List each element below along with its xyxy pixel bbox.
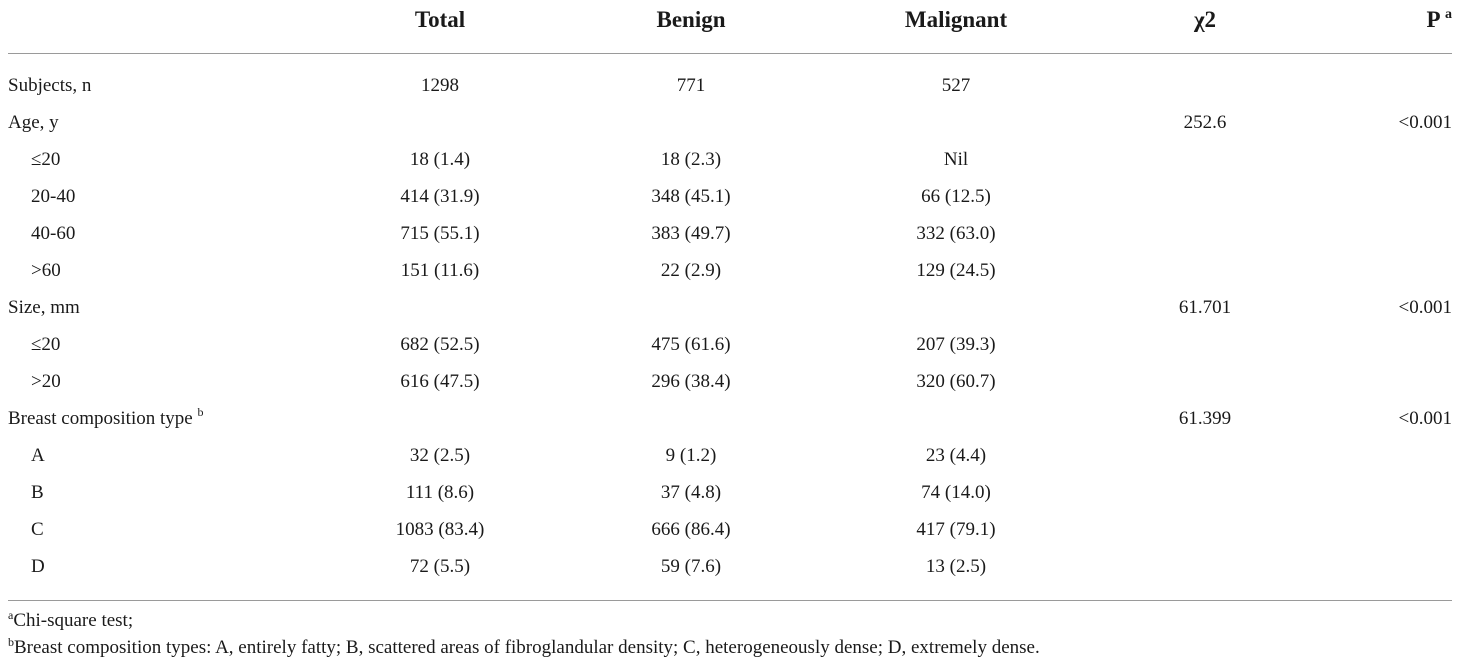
header-p-label: P (1426, 7, 1440, 32)
header-p-sup: a (1445, 7, 1452, 22)
cell-total: 1298 (421, 75, 459, 96)
row-label-text: Breast composition type (8, 408, 193, 429)
row-label-text: >60 (31, 260, 61, 281)
row-label (31, 439, 45, 473)
row-label (31, 180, 75, 214)
cell-benign: 9 (1.2) (665, 445, 717, 466)
cell-total: 414 (31.9) (400, 186, 480, 207)
header-malignant: Malignant (904, 7, 1008, 32)
row-label-text: Subjects, n (8, 75, 92, 96)
table-row (0, 106, 1460, 143)
row-label (31, 365, 61, 399)
footnote-b (8, 636, 1040, 660)
footnote-a-text: Chi-square test; (13, 610, 134, 631)
cell-malignant: Nil (943, 149, 969, 170)
cell-total: 32 (2.5) (409, 445, 471, 466)
table-row (0, 291, 1460, 328)
table-row (0, 513, 1460, 550)
cell-benign: 666 (86.4) (651, 519, 731, 540)
row-label (8, 291, 80, 325)
table-row (0, 143, 1460, 180)
table-row (0, 180, 1460, 217)
table-row (0, 476, 1460, 513)
footnote-b-text: Breast composition types: A, entirely fatty; B, scattered areas of fibroglandular density; C, heterogeneously dense; D, extremely dense. (14, 637, 1040, 658)
cell-benign: 475 (61.6) (651, 334, 731, 355)
cell-chi2: 252.6 (1183, 112, 1227, 133)
cell-benign: 18 (2.3) (660, 149, 722, 170)
table-row (0, 328, 1460, 365)
header-benign: Benign (656, 7, 726, 32)
cell-chi2: 61.701 (1178, 297, 1232, 318)
row-label (31, 513, 44, 547)
table-row (0, 439, 1460, 476)
cell-malignant: 74 (14.0) (921, 482, 991, 503)
row-label-text: ≤20 (31, 334, 61, 355)
row-label-text: >20 (31, 371, 61, 392)
cell-total: 616 (47.5) (400, 371, 480, 392)
cell-total: 715 (55.1) (400, 223, 480, 244)
row-label (8, 106, 59, 140)
row-label-text: 20-40 (31, 186, 76, 207)
cell-total: 111 (8.6) (405, 482, 475, 503)
header-total: Total (414, 7, 466, 32)
cell-malignant: 332 (63.0) (916, 223, 996, 244)
cell-benign: 22 (2.9) (660, 260, 722, 281)
row-label (31, 328, 60, 362)
cell-total: 151 (11.6) (400, 260, 480, 281)
row-label-text: D (31, 556, 45, 577)
cell-benign: 383 (49.7) (651, 223, 731, 244)
cell-malignant: 13 (2.5) (925, 556, 987, 577)
cell-chi2: 61.399 (1178, 408, 1232, 429)
cell-total: 682 (52.5) (400, 334, 480, 355)
cell-malignant: 527 (941, 75, 971, 96)
cell-malignant: 66 (12.5) (921, 186, 991, 207)
row-label-text: 40-60 (31, 223, 76, 244)
cell-benign: 37 (4.8) (660, 482, 722, 503)
cell-total: 1083 (83.4) (395, 519, 485, 540)
cell-malignant: 417 (79.1) (916, 519, 996, 540)
footnote-b-mark: b (8, 635, 14, 649)
row-label (31, 476, 44, 510)
cell-malignant: 320 (60.7) (916, 371, 996, 392)
row-label-text: B (31, 482, 44, 503)
cell-benign: 59 (7.6) (660, 556, 722, 577)
row-label-text: A (31, 445, 45, 466)
cell-total: 18 (1.4) (409, 149, 471, 170)
row-label (8, 69, 91, 103)
row-label (31, 254, 61, 288)
header-p (1392, 0, 1452, 40)
cell-p: <0.001 (1398, 408, 1452, 429)
cell-p: <0.001 (1398, 112, 1452, 133)
row-label (31, 217, 75, 251)
table-row (0, 402, 1460, 439)
header-chi2: χ2 (1193, 7, 1217, 32)
row-label-text: ≤20 (31, 149, 61, 170)
cell-benign: 771 (676, 75, 706, 96)
cell-total: 72 (5.5) (409, 556, 471, 577)
cell-malignant: 129 (24.5) (916, 260, 996, 281)
row-label-text: C (31, 519, 44, 540)
footnote-a-mark: a (8, 608, 14, 622)
footer-rule (8, 600, 1452, 601)
cell-malignant: 207 (39.3) (916, 334, 996, 355)
row-label-sup: b (197, 405, 204, 419)
table-body (0, 69, 1460, 587)
row-label (31, 143, 60, 177)
row-label (8, 402, 203, 436)
table-row (0, 365, 1460, 402)
cell-benign: 348 (45.1) (651, 186, 731, 207)
table-row (0, 550, 1460, 587)
row-label-text: Age, y (8, 112, 59, 133)
header-rule (8, 53, 1452, 54)
cell-malignant: 23 (4.4) (925, 445, 987, 466)
row-label (31, 550, 45, 584)
row-label-text: Size, mm (8, 297, 80, 318)
table-row (0, 69, 1460, 106)
table-row (0, 217, 1460, 254)
cell-benign: 296 (38.4) (651, 371, 731, 392)
footnote-a (8, 609, 133, 633)
cell-p: <0.001 (1398, 297, 1452, 318)
table-row (0, 254, 1460, 291)
